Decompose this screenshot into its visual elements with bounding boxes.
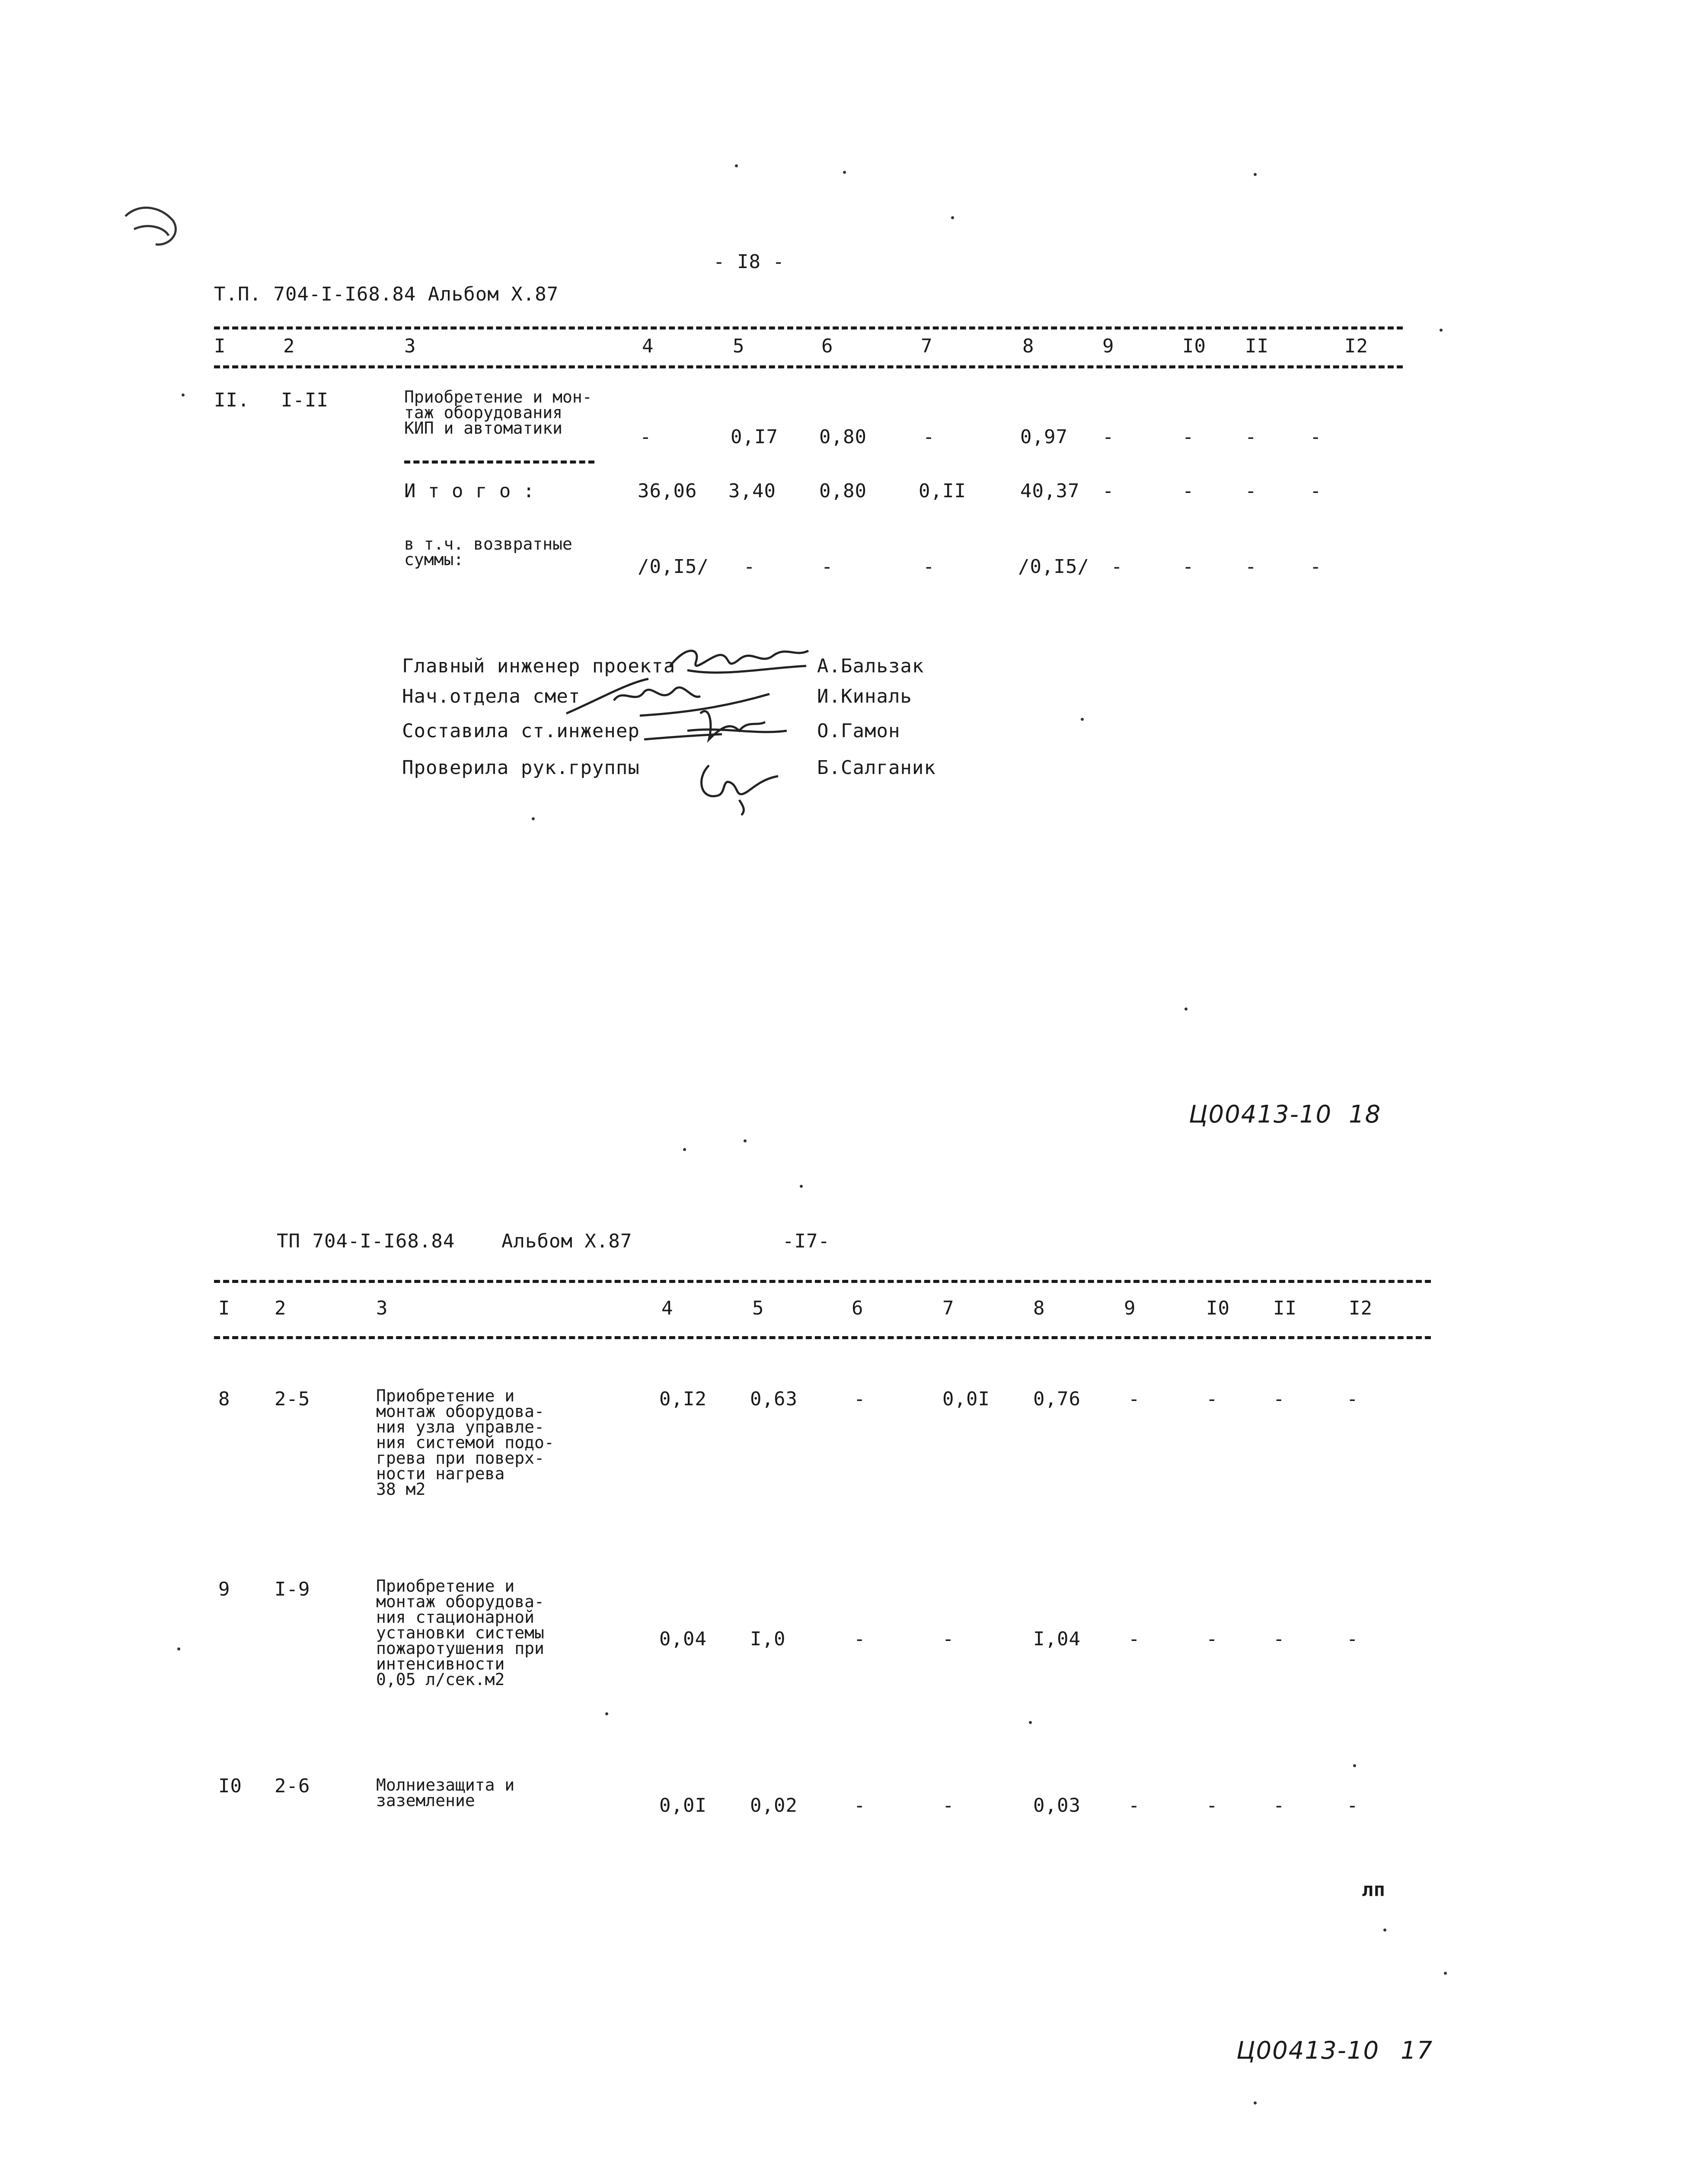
scan-speck	[1444, 1972, 1447, 1975]
col-header: I0	[1182, 335, 1206, 357]
desc-line: ния узла управле-	[376, 1417, 544, 1436]
col-header: 7	[942, 1297, 955, 1319]
table-rule-header	[214, 365, 1403, 368]
cell-value: -	[854, 1794, 866, 1817]
col-header: 7	[921, 335, 933, 357]
signatory-name: Б.Салганик	[817, 757, 936, 779]
archive-stamp: Ц00413-10	[1189, 1100, 1332, 1129]
cell-value: -	[640, 426, 652, 448]
cell-value: 36,06	[638, 480, 697, 502]
archive-page-number: 17	[1401, 2037, 1433, 2065]
scan-speck	[605, 1712, 608, 1715]
row-number: I0	[218, 1775, 242, 1797]
cell-value: -	[1111, 556, 1123, 578]
desc-line: грева при поверх-	[376, 1449, 544, 1468]
cell-value: -	[1273, 1794, 1285, 1817]
row-code: I-II	[281, 389, 329, 411]
cell-value: -	[1182, 426, 1194, 448]
cell-value: -	[854, 1388, 866, 1410]
scan-speck	[177, 1647, 180, 1650]
desc-line: ния системой подо-	[376, 1433, 554, 1452]
cell-value: -	[1128, 1388, 1140, 1410]
scan-speck	[1440, 329, 1443, 332]
cell-value: 0,63	[750, 1388, 798, 1410]
cell-value: -	[1182, 480, 1194, 502]
col-header: I	[214, 335, 226, 357]
cell-value: -	[1245, 426, 1257, 448]
cell-value: /0,I5/	[638, 556, 709, 578]
table-rule-top	[214, 1280, 1431, 1283]
cell-value: -	[1347, 1794, 1359, 1817]
signatory-role: Нач.отдела смет	[402, 685, 581, 707]
scan-speck	[1254, 173, 1257, 176]
col-header: 2	[283, 335, 295, 357]
cell-value: -	[1206, 1794, 1218, 1817]
cell-value: -	[1245, 480, 1257, 502]
col-header: 4	[642, 335, 654, 357]
col-header: I	[218, 1297, 230, 1319]
scan-speck	[532, 817, 535, 820]
col-header: 6	[852, 1297, 864, 1319]
cell-value: 3,40	[728, 480, 776, 502]
document-header: Т.П. 704-I-I68.84 Альбом Х.87	[214, 283, 559, 305]
row-code: 2-6	[275, 1775, 310, 1797]
col-header: 3	[404, 335, 416, 357]
cell-value: /0,I5/	[1018, 556, 1089, 578]
cell-value: -	[1128, 1628, 1140, 1650]
desc-line: интенсивности	[376, 1654, 505, 1673]
desc-line: установки системы	[376, 1623, 544, 1642]
scan-speck	[800, 1185, 803, 1188]
desc-line: таж оборудования	[404, 403, 563, 422]
cell-value: 0,97	[1020, 426, 1068, 448]
subtotal-rule	[404, 461, 594, 464]
col-header: 8	[1022, 335, 1034, 357]
cell-value: 40,37	[1020, 480, 1080, 502]
cell-value: I,0	[750, 1628, 786, 1650]
signatory-role: Проверила рук.группы	[402, 757, 640, 779]
cell-value: -	[923, 426, 935, 448]
cell-value: -	[923, 556, 935, 578]
cell-value: -	[1128, 1794, 1140, 1817]
row-description	[376, 1777, 514, 1808]
cell-value: 0,0I	[659, 1794, 707, 1817]
desc-line: ния стационарной	[376, 1608, 535, 1627]
desc-line: Приобретение и мон-	[404, 387, 592, 406]
col-header: 6	[821, 335, 833, 357]
row-number: II.	[214, 389, 250, 411]
corner-scribble-mark	[121, 203, 190, 259]
scan-speck	[1254, 2101, 1257, 2104]
cell-value: -	[1273, 1388, 1285, 1410]
desc-line: 38 м2	[376, 1480, 426, 1499]
cell-value: -	[1273, 1628, 1285, 1650]
col-header: I2	[1349, 1297, 1373, 1319]
scan-speck	[735, 164, 738, 167]
cell-value: -	[1182, 556, 1194, 578]
archive-stamp: Ц00413-10	[1236, 2037, 1380, 2065]
cell-value: 0,04	[659, 1628, 707, 1650]
table-rule-header	[214, 1336, 1431, 1339]
cell-value: 0,I2	[659, 1388, 707, 1410]
cell-value: I,04	[1033, 1628, 1081, 1650]
cell-value: 0,80	[819, 426, 867, 448]
row-code: 2-5	[275, 1388, 310, 1410]
signatory-role: Главный инженер проекта	[402, 655, 676, 677]
signatory-role: Составила ст.инженер	[402, 720, 640, 742]
signatory-name: О.Гамон	[817, 720, 900, 742]
cell-value: -	[1245, 556, 1257, 578]
cell-value: -	[744, 556, 756, 578]
cell-value: -	[1347, 1388, 1359, 1410]
col-header: 9	[1124, 1297, 1136, 1319]
signature-engineer	[635, 700, 791, 748]
row-number: 9	[218, 1578, 230, 1600]
label-line: суммы:	[404, 550, 464, 569]
cell-value: 0,I7	[731, 426, 778, 448]
cell-value: 0,II	[919, 480, 966, 502]
scan-speck	[1081, 718, 1084, 721]
row-code: I-9	[275, 1578, 310, 1600]
desc-line: монтаж оборудова-	[376, 1402, 544, 1421]
col-header: 5	[752, 1297, 764, 1319]
cell-value: -	[1310, 480, 1322, 502]
col-header: 2	[275, 1297, 287, 1319]
total-label: И т о г о :	[404, 480, 535, 502]
cell-value: -	[821, 556, 833, 578]
label-line: в т.ч. возвратные	[404, 534, 572, 553]
desc-line: заземление	[376, 1791, 475, 1810]
archive-page-number: 18	[1349, 1100, 1382, 1129]
row-description	[404, 389, 592, 436]
col-header: I2	[1344, 335, 1368, 357]
cell-value: -	[1102, 480, 1114, 502]
cell-value: -	[1310, 556, 1322, 578]
scan-speck	[182, 393, 185, 397]
document-header-album: Альбом Х.87	[501, 1230, 632, 1252]
scan-speck	[1383, 1929, 1386, 1932]
col-header: 3	[376, 1297, 388, 1319]
signature-group-leader	[692, 752, 787, 817]
desc-line: Приобретение и	[376, 1577, 515, 1596]
scan-speck	[843, 171, 846, 174]
row-number: 8	[218, 1388, 230, 1410]
desc-line: Приобретение и	[376, 1386, 515, 1405]
cell-value: 0,0I	[942, 1388, 990, 1410]
signatory-name: А.Бальзак	[817, 655, 924, 677]
scan-speck	[744, 1139, 747, 1142]
cell-value: 0,03	[1033, 1794, 1081, 1817]
row-description	[376, 1578, 544, 1687]
col-header: II	[1245, 335, 1269, 357]
cell-value: -	[942, 1628, 955, 1650]
desc-line: 0,05 л/сек.м2	[376, 1670, 505, 1689]
cell-value: -	[1206, 1628, 1218, 1650]
scan-speck	[1029, 1721, 1032, 1724]
desc-line: Молниезащита и	[376, 1775, 515, 1794]
scan-speck	[1353, 1764, 1356, 1767]
col-header: 8	[1033, 1297, 1045, 1319]
cell-value: -	[1102, 426, 1114, 448]
cell-value: 0,76	[1033, 1388, 1081, 1410]
scan-speck	[951, 216, 954, 219]
col-header: 4	[661, 1297, 674, 1319]
desc-line: пожаротушения при	[376, 1639, 544, 1658]
signatory-name: И.Киналь	[817, 685, 912, 707]
refund-label	[404, 536, 572, 567]
document-header-code: ТП 704-I-I68.84	[277, 1230, 455, 1252]
cell-value: -	[1206, 1388, 1218, 1410]
desc-line: монтаж оборудова-	[376, 1592, 544, 1611]
col-header: 5	[733, 335, 745, 357]
col-header: I0	[1206, 1297, 1230, 1319]
cell-value: -	[942, 1794, 955, 1817]
page-number: - I8 -	[713, 251, 785, 273]
row-description	[376, 1388, 554, 1497]
scan-speck	[1184, 1007, 1188, 1011]
cell-value: -	[854, 1628, 866, 1650]
col-header: 9	[1102, 335, 1114, 357]
cell-value: 0,02	[750, 1794, 798, 1817]
page-number: -I7-	[782, 1230, 830, 1252]
cell-value: -	[1310, 426, 1322, 448]
desc-line: ности нагрева	[376, 1464, 505, 1483]
desc-line: КИП и автоматики	[404, 419, 563, 438]
footer-mark: лп	[1362, 1879, 1386, 1901]
col-header: II	[1273, 1297, 1297, 1319]
scan-speck	[683, 1148, 686, 1151]
table-rule-top	[214, 326, 1403, 329]
cell-value: 0,80	[819, 480, 867, 502]
cell-value: -	[1347, 1628, 1359, 1650]
